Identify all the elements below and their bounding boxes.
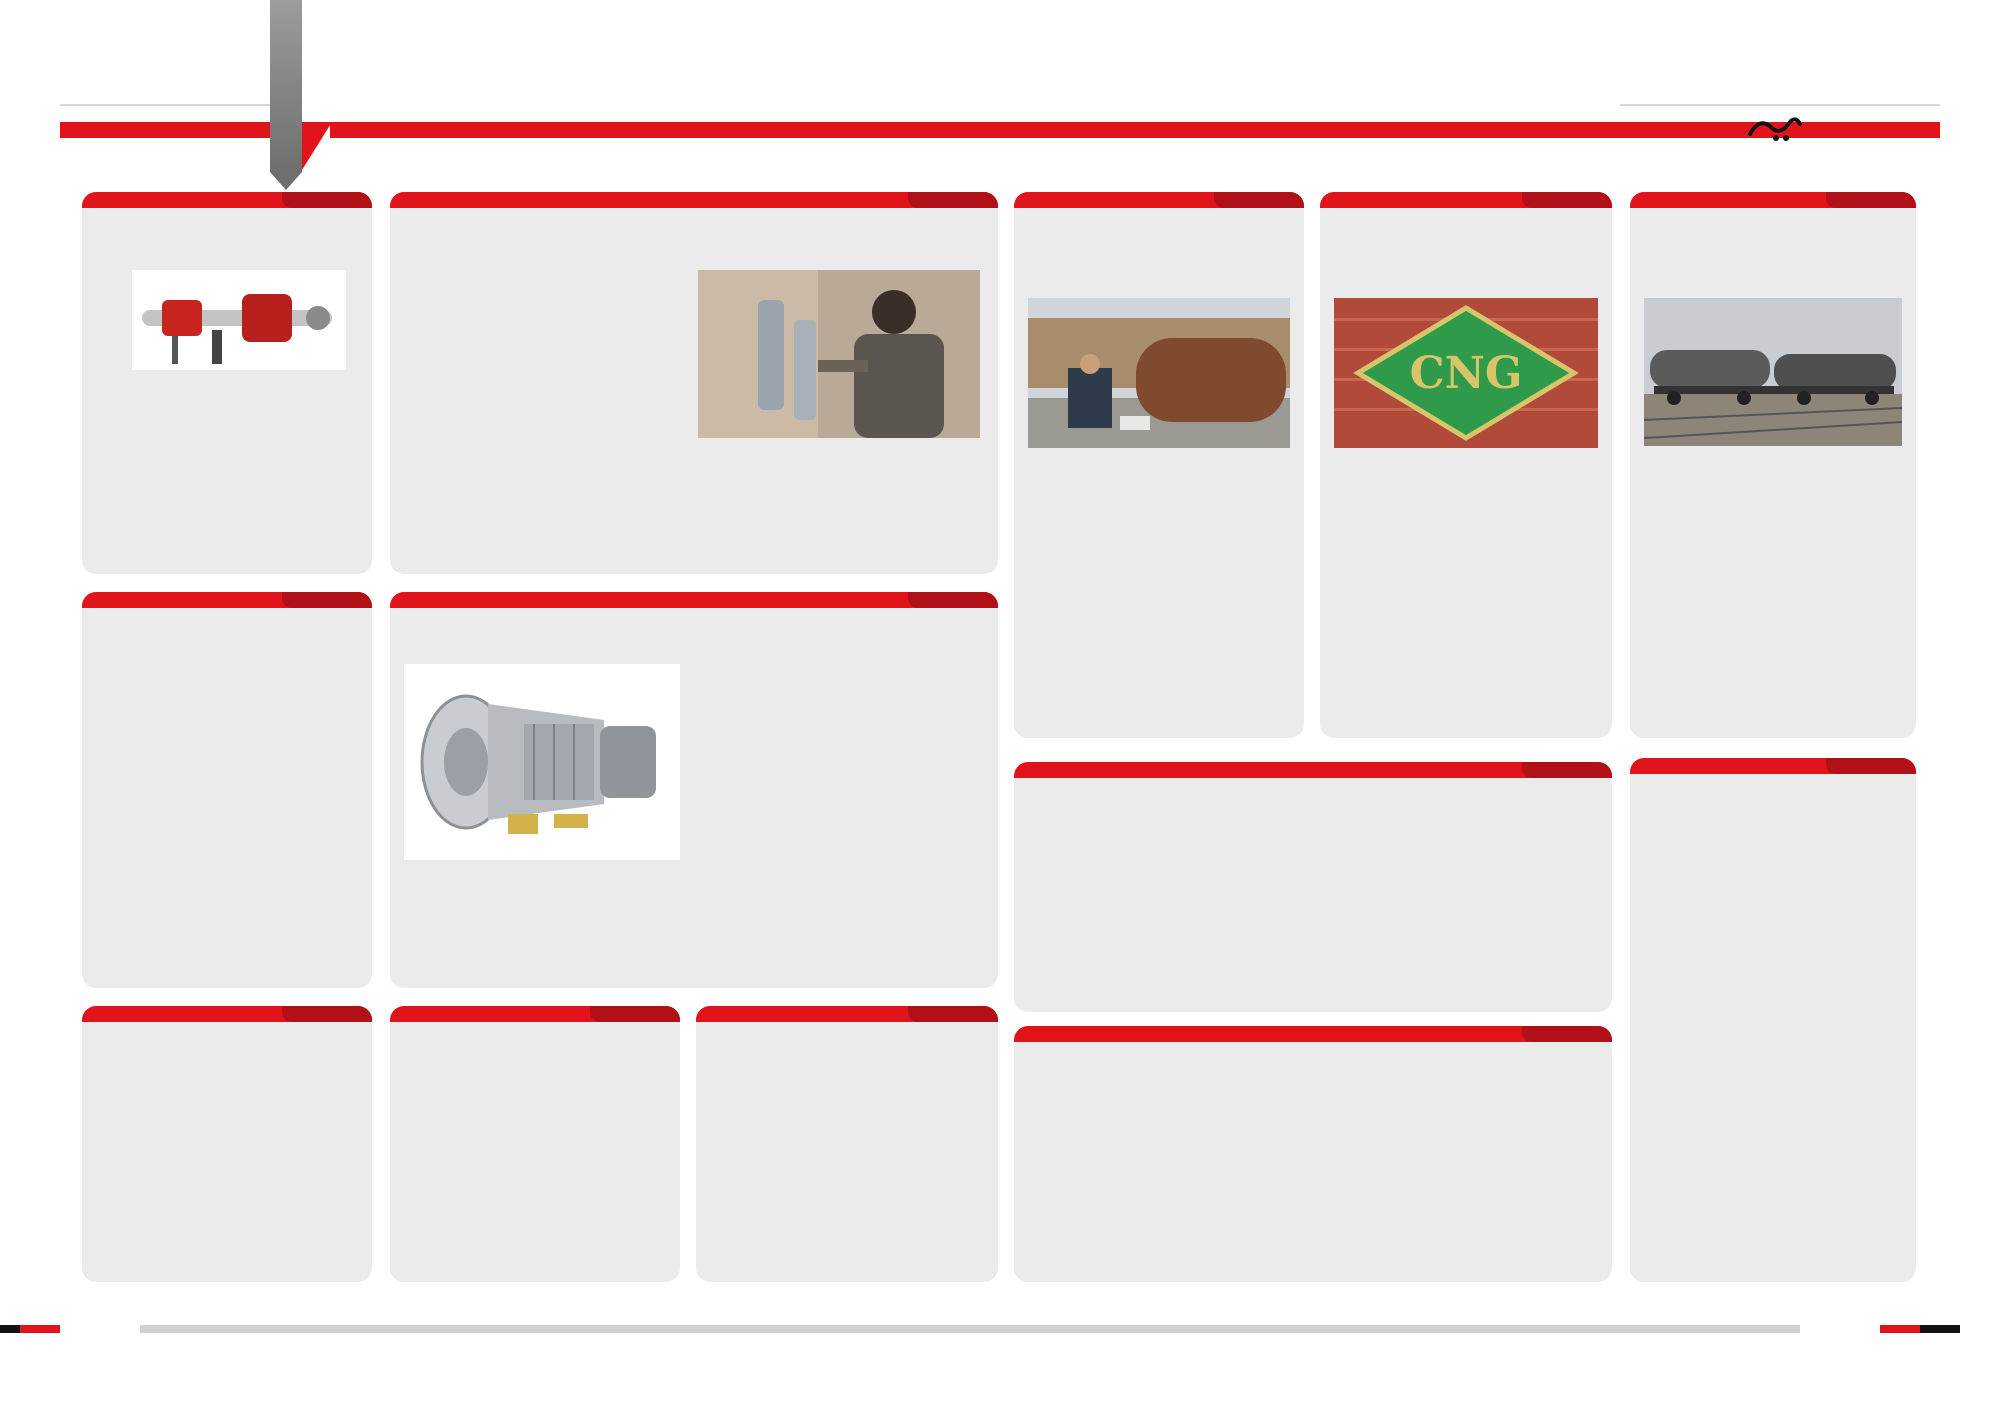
cng-sign-text: CNG [1409,348,1523,399]
article-11-body [710,1080,984,1274]
article-1-body [1644,482,1902,722]
article-card-12 [390,1006,680,1282]
article-12-category [590,1006,680,1022]
article-card-10 [1014,1026,1612,1282]
article-card-2 [1320,192,1612,738]
article-12-body [404,1080,666,1274]
article-5-photo-pipe-tap-machine [132,270,346,370]
article-6-category [1826,758,1916,774]
article-card-1 [1630,192,1916,738]
footer-black-strip-left [0,1325,20,1333]
article-3-body [1028,470,1290,724]
article-4-tab-bar [390,192,998,208]
header-bar-left [60,122,270,138]
article-11-category [908,1006,998,1022]
article-10-body-right [1318,1098,1598,1274]
article-13-body [96,1080,358,1274]
article-5-body [96,388,358,564]
article-1-category [1826,192,1916,208]
article-13-category [282,1006,372,1022]
article-10-category [1522,1026,1612,1042]
article-4-photo-gas-worker [698,270,980,438]
article-card-6 [1630,758,1916,1282]
article-card-8 [390,592,998,988]
article-7-body-right [1318,836,1598,1002]
footer-red-strip-left [20,1325,60,1333]
header-rule-right [1620,104,1940,106]
article-5-category [282,192,372,208]
article-2-body [1334,470,1598,724]
footer-black-strip-right [1920,1325,1960,1333]
header-bar-middle [330,122,1580,138]
article-1-photo-tank-train [1644,298,1902,446]
article-card-9 [82,592,372,988]
article-card-4 [390,192,998,574]
article-2-category [1522,192,1612,208]
article-7-category [1522,762,1612,778]
article-4-body-left [404,270,684,560]
article-8-body-left [404,878,680,978]
article-card-11 [696,1006,998,1282]
article-9-category [282,592,372,608]
article-8-photo-turbine [404,664,680,860]
article-card-3 [1014,192,1304,738]
article-9-body [96,662,358,978]
header-triangle [302,122,332,170]
section-ribbon [270,0,302,172]
article-8-body-right [696,664,984,980]
article-4-body-right [698,448,980,564]
article-10-body-left [1028,1098,1308,1274]
article-8-category [908,592,998,608]
article-4-category [908,192,998,208]
header-rule-left [60,104,270,106]
section-ribbon-label [270,30,302,140]
publication-logo-icon [1746,112,1802,144]
article-3-category [1214,192,1304,208]
article-card-5 [82,192,372,574]
footer-red-strip-right [1880,1325,1920,1333]
article-6-body [1644,864,1902,1268]
article-8-tab-bar [390,592,998,608]
article-2-photo-cng-sign [1334,298,1598,448]
footer-grey-rule [140,1325,1800,1333]
article-3-photo-fuel-tank [1028,298,1290,448]
article-card-7 [1014,762,1612,1012]
article-card-13 [82,1006,372,1282]
article-7-body-left [1028,836,1308,1002]
